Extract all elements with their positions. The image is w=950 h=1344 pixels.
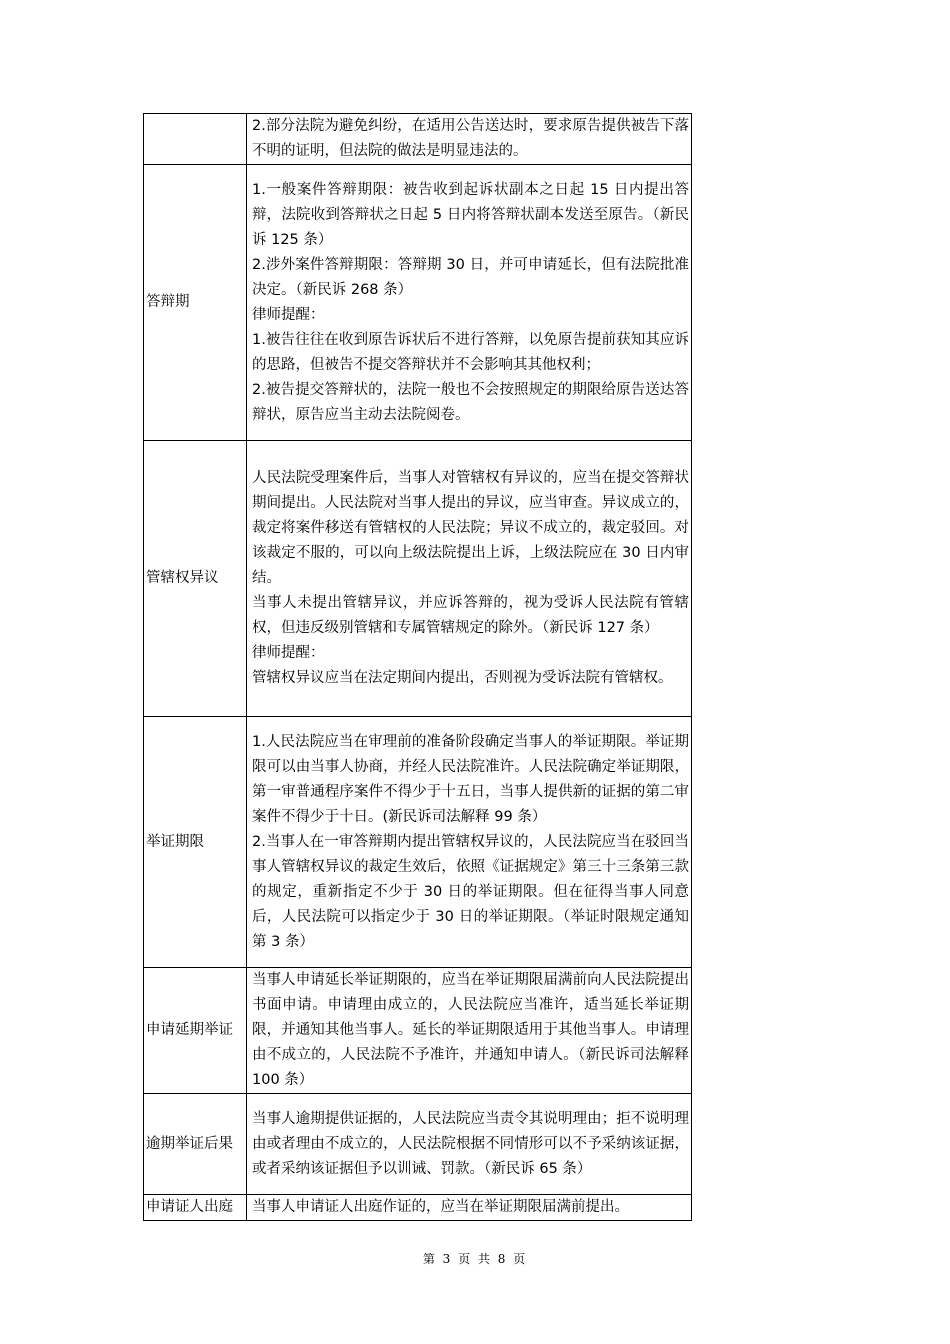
row-content [247,114,692,165]
table-row [144,1195,692,1221]
content-paragraph: 2.涉外案件答辩期限：答辩期 30 日，并可申请延长，但有法院批准决定。（新民诉 268 条） [252,256,689,298]
table-row [144,717,692,968]
content-paragraph: 1.被告往往在收到原告诉状后不进行答辩，以免原告提前获知其应诉的思路，但被告不提交答辩状并不会影响其其他权利； [252,331,689,373]
table-row [144,1094,692,1195]
page-footer: 第 3 页 共 8 页 [422,1252,528,1266]
row-label: 答辩期 [144,165,247,441]
content-paragraph: 当事人申请证人出庭作证的，应当在举证期限届满前提出。 [252,1199,629,1215]
content-paragraph: 律师提醒： [252,306,325,323]
row-label: 管辖权异议 [144,441,247,717]
row-content [247,165,692,441]
document-table [143,113,692,1221]
row-content [247,968,692,1094]
row-content [247,1195,692,1221]
table-row [144,441,692,717]
content-paragraph: 当事人逾期提供证据的，人民法院应当责令其说明理由；拒不说明理由或者理由不成立的，人民法院根据不同情形可以不予采纳该证据，或者采纳该证据但予以训诫、罚款。（新民诉 65 条） [252,1110,689,1177]
content-paragraph: 2.部分法院为避免纠纷，在适用公告送达时，要求原告提供被告下落不明的证明，但法院的做法是明显违法的。 [252,118,689,159]
content-paragraph: 律师提醒： [252,645,325,661]
row-label: 申请证人出庭 [144,1195,247,1221]
row-content [247,717,692,968]
content-paragraph: 2.当事人在一审答辩期内提出管辖权异议的，人民法院应当在驳回当事人管辖权异议的裁定生效后，依照《证据规定》第三十三条第三款的规定，重新指定不少于 30 日的举证期限。但在征得当事人同意后，人民法院可以指定少于 30 日的举证期限。（举证时限规定通知第 3 条） [252,833,689,950]
content-paragraph: 1.一般案件答辩期限：被告收到起诉状副本之日起 15 日内提出答辩，法院收到答辩状之日起 5 日内将答辩状副本发送至原告。（新民诉 125 条） [252,181,689,248]
row-content [247,441,692,717]
content-paragraph: 当事人申请延长举证期限的，应当在举证期限届满前向人民法院提出书面申请。申请理由成立的，人民法院应当准许，适当延长举证期限，并通知其他当事人。延长的举证期限适用于其他当事人。申请理由不成立的，人民法院不予准许，并通知申请人。（新民诉司法解释 100 条） [252,972,689,1088]
content-paragraph: 当事人未提出管辖异议，并应诉答辩的，视为受诉人民法院有管辖权，但违反级别管辖和专属管辖规定的除外。（新民诉 127 条） [252,595,689,636]
row-label: 申请延期举证 [144,968,247,1094]
content-paragraph: 人民法院受理案件后，当事人对管辖权有异议的，应当在提交答辩状期间提出。人民法院对当事人提出的异议，应当审查。异议成立的，裁定将案件移送有管辖权的人民法院；异议不成立的，裁定驳回。对该裁定不服的，可以向上级法院提出上诉，上级法院应在 30 日内审结。 [252,470,689,586]
row-content [247,1094,692,1195]
table-row [144,165,692,441]
content-paragraph: 管辖权异议应当在法定期间内提出，否则视为受诉法院有管辖权。 [252,670,673,686]
content-paragraph: 2.被告提交答辩状的，法院一般也不会按照规定的期限给原告送达答辩状，原告应当主动去法院阅卷。 [252,381,689,423]
table-row [144,114,692,165]
table-row [144,968,692,1094]
row-label [144,114,247,165]
row-label: 逾期举证后果 [144,1094,247,1195]
content-paragraph: 1.人民法院应当在审理前的准备阶段确定当事人的举证期限。举证期限可以由当事人协商，并经人民法院准许。人民法院确定举证期限，第一审普通程序案件不得少于十五日，当事人提供新的证据的第二审案件不得少于十日。(新民诉司法解释 99 条） [252,733,689,825]
row-label: 举证期限 [144,717,247,968]
